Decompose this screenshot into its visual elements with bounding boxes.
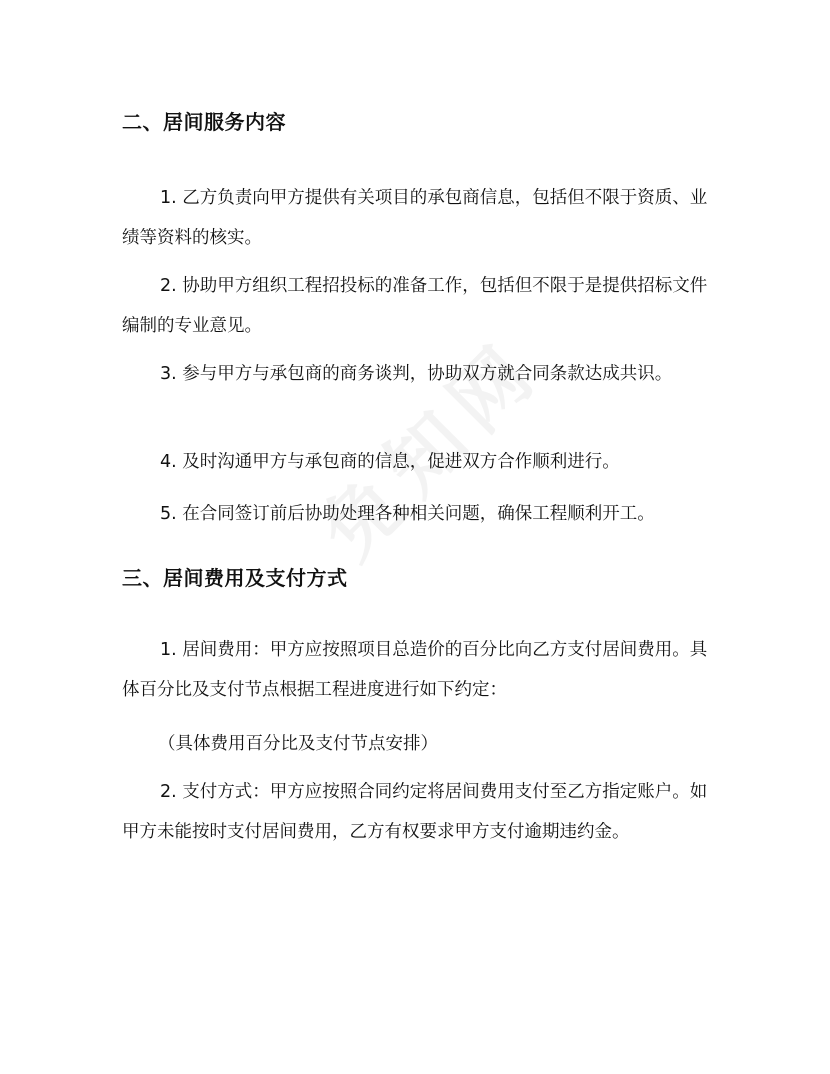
section-3-item-2: 2. 支付方式：甲方应按照合同约定将居间费用支付至乙方指定账户。如甲方未能按时支付居间费用，乙方有权要求甲方支付逾期违约金。	[122, 782, 708, 842]
section-2-item-1: 1. 乙方负责向甲方提供有关项目的承包商信息，包括但不限于资质、业绩等资料的核实。	[122, 188, 708, 248]
section-2-item-2: 2. 协助甲方组织工程招投标的准备工作，包括但不限于是提供招标文件编制的专业意见。	[122, 276, 708, 336]
section-2-item-4: 4. 及时沟通甲方与承包商的信息，促进双方合作顺利进行。	[160, 452, 620, 472]
section-3-note: （具体费用百分比及支付节点安排）	[158, 734, 438, 754]
section-2-item-5: 5. 在合同签订前后协助处理各种相关问题，确保工程顺利开工。	[160, 504, 655, 524]
section-3-heading: 三、居间费用及支付方式	[122, 566, 348, 590]
section-2-heading: 二、居间服务内容	[122, 110, 286, 134]
section-2-item-3: 3. 参与甲方与承包商的商务谈判，协助双方就合同条款达成共识。	[160, 364, 673, 384]
section-3-item-1: 1. 居间费用：甲方应按照项目总造价的百分比向乙方支付居间费用。具体百分比及支付节点根据工程进度进行如下约定：	[122, 640, 708, 700]
